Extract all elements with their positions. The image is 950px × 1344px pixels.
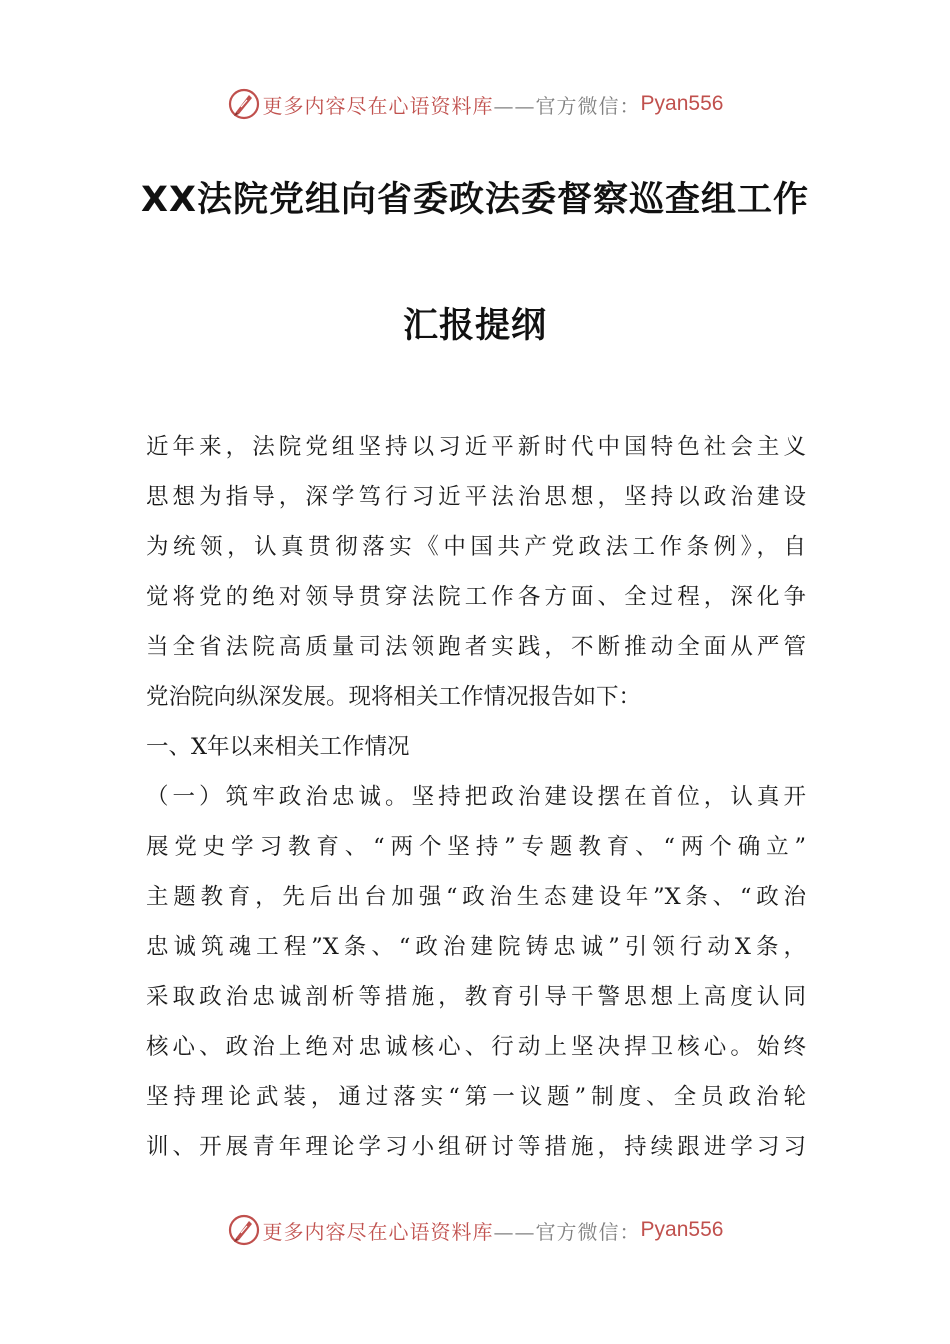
quill-pen-logo-icon	[227, 1213, 261, 1247]
header-watermark	[0, 84, 950, 124]
watermark-wechat-id: Pyan556	[640, 92, 724, 115]
quill-pen-logo-icon	[227, 87, 261, 121]
body-line: 采取政治忠诚剖析等措施，教育引导干警思想上高度认同	[146, 984, 806, 1010]
section-heading: 一、X年以来相关工作情况	[146, 734, 410, 760]
body-line: 思想为指导，深学笃行习近平法治思想，坚持以政治建设	[146, 484, 806, 510]
body-line: 为统领，认真贯彻落实《中国共产党政法工作条例》，自	[146, 534, 806, 560]
body-line: 核心、政治上绝对忠诚核心、行动上坚决捍卫核心。始终	[146, 1034, 806, 1060]
body-line: 展党史学习教育、“两个坚持”专题教育、“两个确立”	[146, 834, 806, 860]
footer-watermark	[0, 1210, 950, 1250]
document-title-line-2: 汇报提纲	[402, 306, 547, 346]
body-line: 觉将党的绝对领导贯穿法院工作各方面、全过程，深化争	[146, 584, 806, 610]
document-body	[146, 422, 806, 1172]
watermark-separator: ——官方微信：	[493, 93, 641, 118]
body-line: （一）筑牢政治忠诚。坚持把政治建设摆在首位，认真开	[146, 784, 806, 810]
body-line: 忠诚筑魂工程”X条、“政治建院铸忠诚”引领行动X条，	[146, 934, 806, 960]
watermark-separator: ——官方微信：	[493, 1219, 641, 1244]
watermark-text: 更多内容尽在心语资料库	[262, 93, 494, 118]
body-line: 当全省法院高质量司法领跑者实践，不断推动全面从严管	[146, 634, 806, 660]
watermark-text: 更多内容尽在心语资料库	[262, 1219, 494, 1244]
document-title-line-1: XX法院党组向省委政法委督察巡查组工作	[141, 180, 809, 220]
body-line: 主题教育，先后出台加强“政治生态建设年”X条、“政治	[146, 884, 806, 910]
body-line: 坚持理论武装，通过落实“第一议题”制度、全员政治轮	[146, 1084, 806, 1110]
watermark-wechat-id: Pyan556	[640, 1218, 724, 1241]
body-line: 党治院向纵深发展。现将相关工作情况报告如下：	[146, 684, 642, 710]
body-line: 训、开展青年理论学习小组研讨等措施，持续跟进学习习	[146, 1134, 806, 1160]
body-line: 近年来，法院党组坚持以习近平新时代中国特色社会主义	[146, 434, 806, 460]
